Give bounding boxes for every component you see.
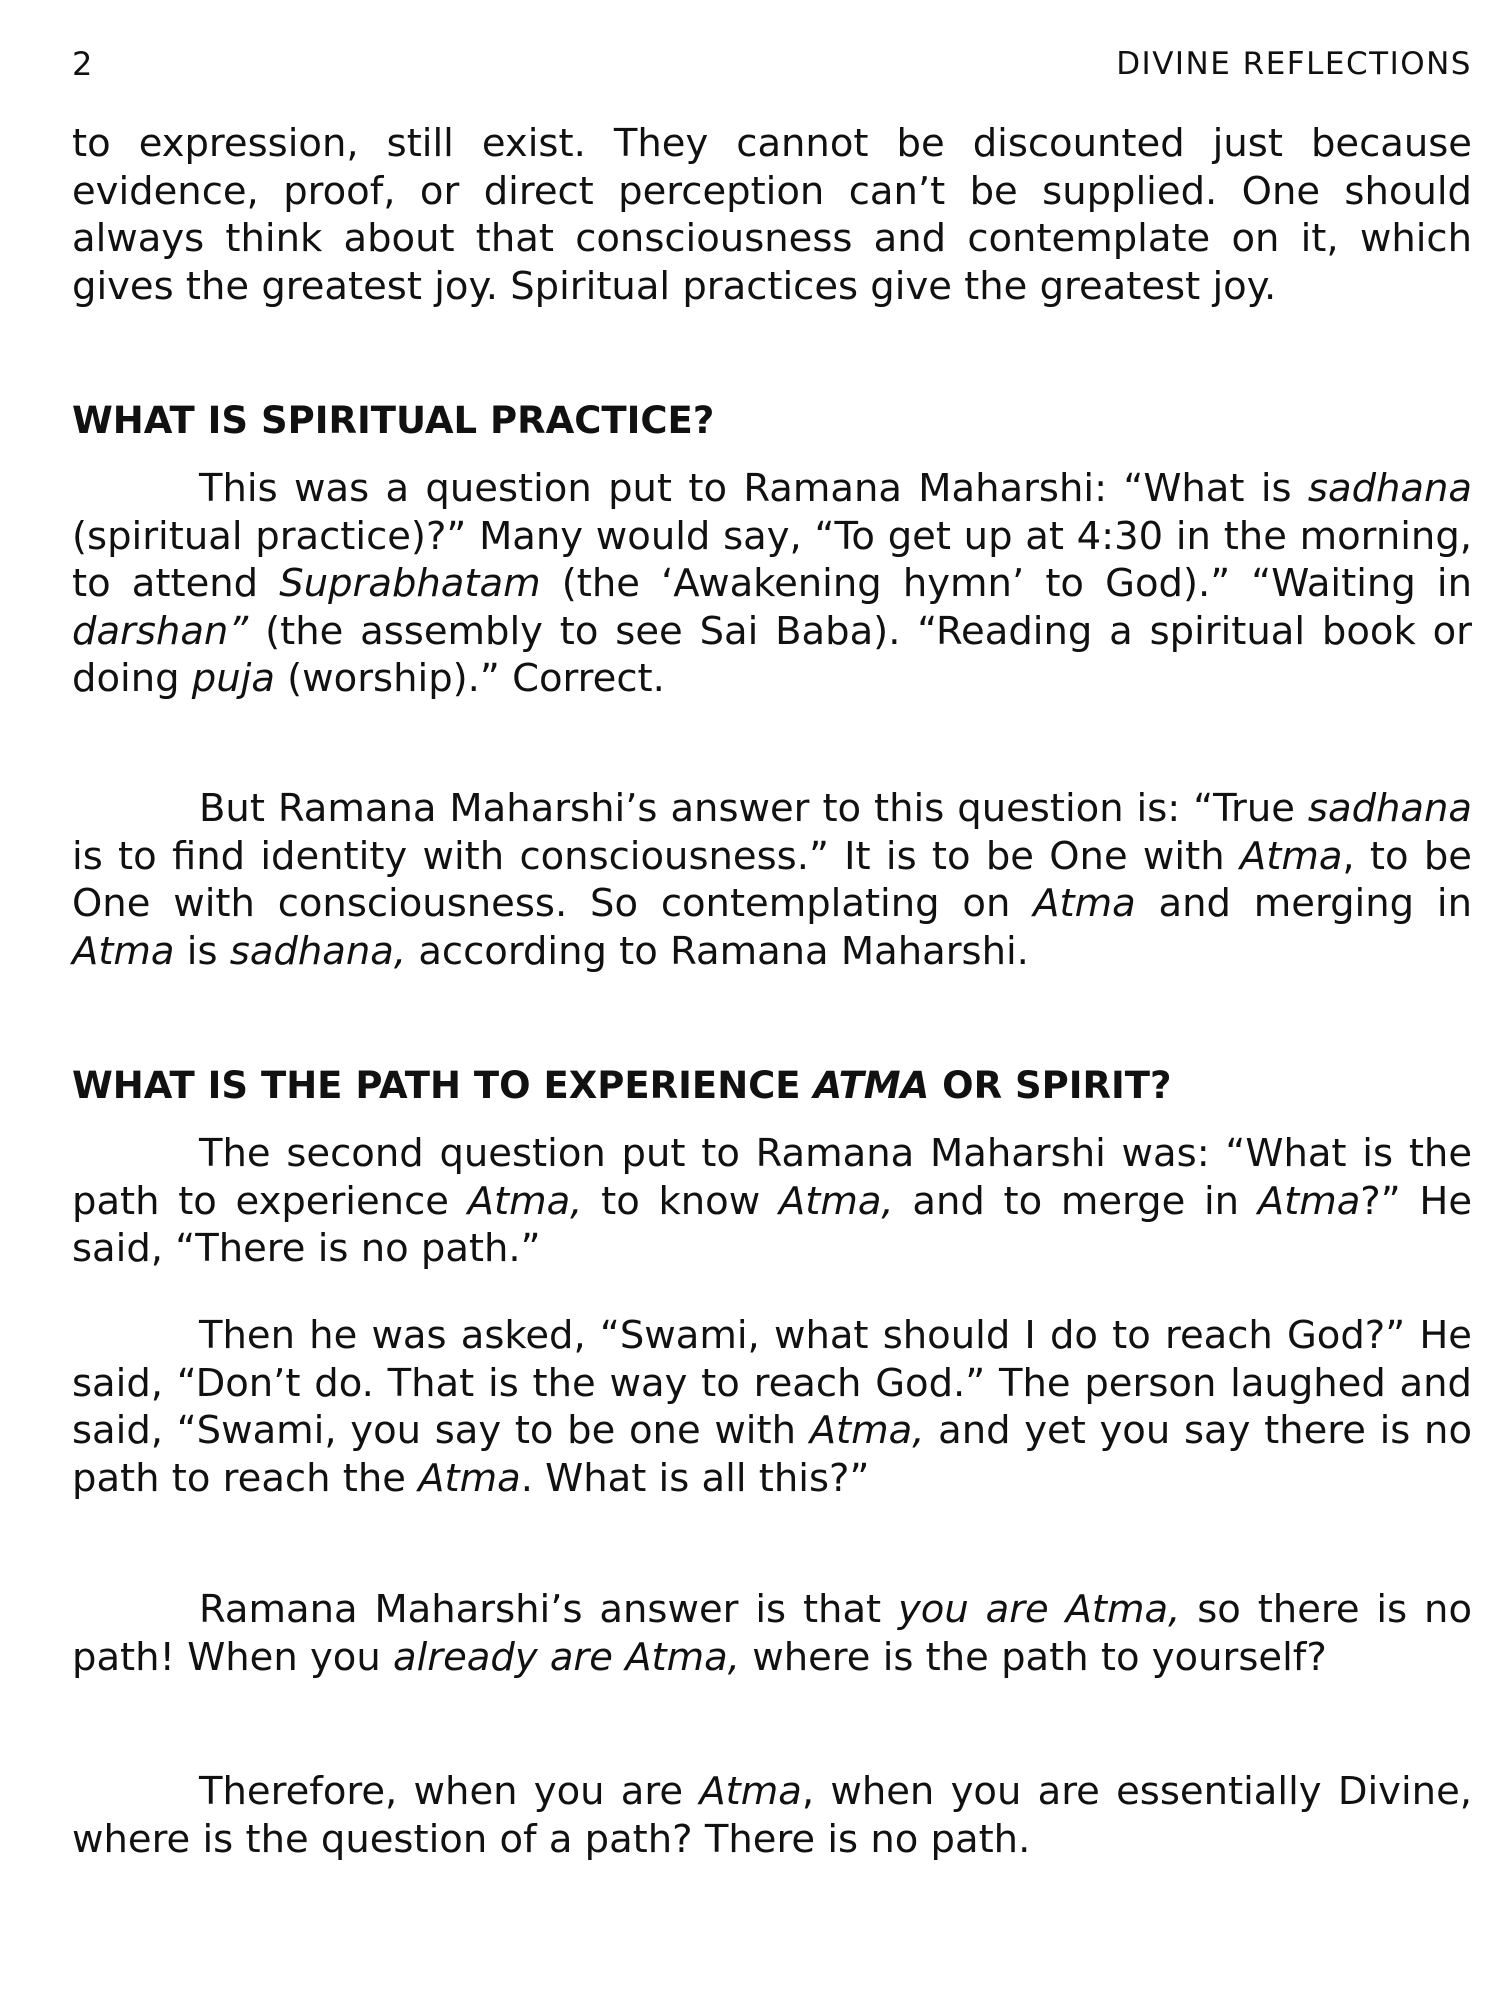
italic-term: Atma	[1239, 833, 1343, 879]
paragraph	[72, 1768, 1472, 1863]
paragraph	[72, 1130, 1472, 1273]
italic-term: puja	[191, 656, 275, 701]
text-run: (the ‘Awakening hymn’ to God).” “Waiting in	[540, 561, 1472, 606]
italic-term: sadhana,	[229, 928, 407, 974]
italic-term: Suprabhatam	[279, 561, 541, 606]
page-header	[72, 20, 1472, 83]
text-run: and yet you say there is no path to reach the	[72, 1408, 1472, 1501]
page-number: 2	[72, 45, 93, 83]
section-heading	[72, 1063, 1472, 1109]
italic-term: darshan”	[72, 608, 249, 654]
text-run: , to be One with consciousness. So contemplating on	[72, 833, 1472, 926]
text-run: . What is all this?”	[520, 1455, 870, 1501]
italic-term: sadhana	[1307, 466, 1472, 511]
text-run: (worship).” Correct.	[274, 656, 665, 701]
text-run: where is the path to yourself?	[739, 1634, 1327, 1680]
text-run: to know	[582, 1178, 779, 1224]
italic-term: ATMA	[813, 1064, 930, 1107]
text-run: according to Ramana Maharshi.	[406, 928, 1029, 974]
text-run: Therefore, when you are	[199, 1769, 700, 1814]
text-run: OR SPIRIT?	[929, 1064, 1172, 1107]
text-run: (spiritual practice)?” Many would say, “To get up at 4:30 in the morning, to attend	[72, 513, 1472, 606]
paragraph	[72, 785, 1472, 975]
italic-term: Atma,	[467, 1178, 583, 1224]
text-run: to expression, still exist. They cannot be discounted just because evidence, proof, or direct perception can’t be supplied. One should always think about that consciousness and contemplate on it, which gives the greatest joy. Spiritual practices give the greatest joy.	[72, 121, 1472, 309]
text-run: , when you are essentially Divine, where is the question of a path? There is no path.	[72, 1769, 1472, 1862]
text-run: WHAT IS THE PATH TO EXPERIENCE	[72, 1064, 814, 1107]
italic-term: already are Atma,	[392, 1634, 740, 1680]
text-run: is	[174, 928, 230, 974]
paragraph	[72, 465, 1472, 703]
italic-term: Atma	[699, 1769, 802, 1814]
italic-term: you are Atma,	[898, 1587, 1181, 1632]
text-run: Then he was asked, “Swami, what should I do to reach God?” He said, “Don’t do. That is the way to reach God.” The person laughed and said, “Swami, you say to be one with	[72, 1313, 1472, 1453]
paragraph	[72, 1312, 1472, 1502]
text-run: But Ramana Maharshi’s answer to this question is: “True	[199, 786, 1308, 831]
text-run: and merging in	[1135, 881, 1472, 926]
italic-term: Atma	[418, 1455, 521, 1501]
italic-term: Atma	[72, 928, 175, 974]
text-run: WHAT IS SPIRITUAL PRACTICE?	[72, 399, 715, 442]
italic-term: sadhana	[1307, 786, 1472, 831]
paragraph	[72, 120, 1472, 310]
text-run: ?” He said, “There is no path.”	[72, 1178, 1473, 1271]
italic-term: Atma	[1033, 881, 1136, 926]
text-run: Ramana Maharshi’s answer is that	[199, 1587, 898, 1632]
text-run: so there is no path! When you	[72, 1587, 1472, 1680]
text-run: and to merge in	[893, 1178, 1258, 1224]
section-heading	[72, 398, 1472, 444]
paragraph	[72, 1586, 1472, 1681]
text-run: The second question put to Ramana Maharshi was: “What is the path to experience	[72, 1131, 1472, 1224]
running-head: DIVINE REFLECTIONS	[1116, 46, 1472, 82]
text-run: This was a question put to Ramana Maharshi: “What is	[199, 466, 1308, 511]
text-run: (the assembly to see Sai Baba). “Reading a spiritual book or doing	[72, 608, 1472, 701]
text-run: is to find identity with consciousness.” It is to be One with	[72, 833, 1240, 879]
italic-term: Atma,	[778, 1178, 894, 1224]
italic-term: Atma	[1257, 1178, 1361, 1224]
italic-term: Atma,	[809, 1408, 925, 1453]
